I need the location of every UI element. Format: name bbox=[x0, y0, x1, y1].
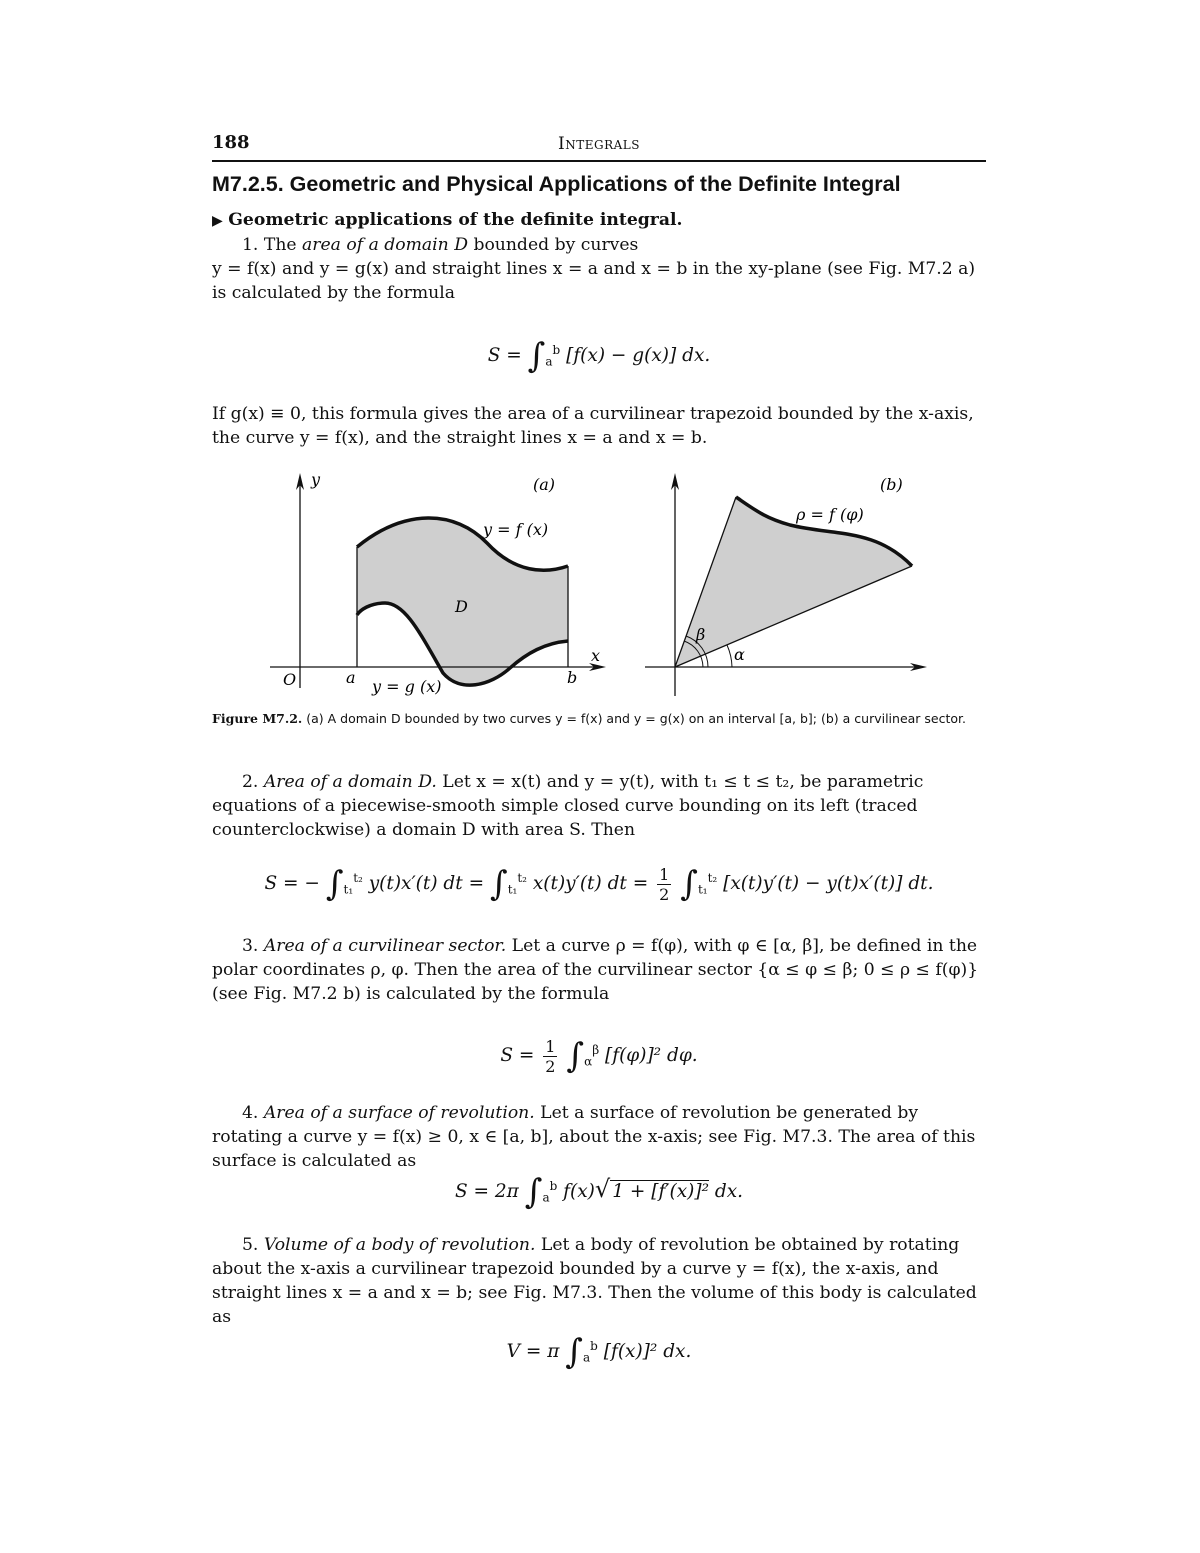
p5-number: 5. bbox=[242, 1235, 259, 1255]
p4-term: Area of a surface of revolution. bbox=[263, 1103, 535, 1123]
caption-text: (a) A domain D bounded by two curves y = f(x) and y = g(x) on an interval [a, b]; (b) a curvilinear sector. bbox=[302, 711, 967, 726]
p2-number: 2. bbox=[242, 772, 259, 792]
fig-a-y-label: y bbox=[311, 470, 321, 489]
eq2-fraction bbox=[657, 865, 671, 904]
eq3-lhs: S = bbox=[500, 1045, 535, 1066]
fig-b-alpha-label: α bbox=[734, 645, 745, 664]
eq2-upper-1: t₂ bbox=[353, 870, 363, 885]
eq2-lower-1: t₁ bbox=[343, 882, 354, 897]
fig-a-f-label: y = f (x) bbox=[483, 520, 549, 539]
equation-3 bbox=[212, 1030, 986, 1076]
figure-a bbox=[265, 468, 610, 698]
eq5-body: [f(x)]² dx. bbox=[603, 1341, 692, 1362]
fig-a-g-label: y = g (x) bbox=[372, 677, 442, 696]
p1-line2: y = f(x) and y = g(x) and straight lines x = a and x = b in the xy-plane (see Fig. M7.2 a) bbox=[212, 259, 976, 279]
eq2-term1: y(t)x′(t) dt = bbox=[368, 873, 485, 894]
equation-4 bbox=[212, 1166, 986, 1212]
section-title: M7.2.5. Geometric and Physical Applications of the Definite Integral bbox=[212, 172, 901, 196]
paragraph-5 bbox=[212, 1233, 986, 1329]
p4-text: Let a surface of revolution be generated by rotating a curve y = f(x) ≥ 0, x ∈ [a, b], about the x-axis; see Fig. M7.3. The area of this surface is calculated as bbox=[212, 1103, 976, 1171]
p4-number: 4. bbox=[242, 1103, 259, 1123]
eq4-upper: b bbox=[549, 1178, 558, 1193]
eq3-frac-num: 1 bbox=[545, 1036, 556, 1056]
fig-a-b-label: b bbox=[567, 668, 578, 687]
eq1-body: [f(x) − g(x)] dx. bbox=[566, 345, 711, 366]
integral-sign-icon: ∫ bbox=[565, 1332, 584, 1372]
fig-a-x-label: x bbox=[591, 646, 601, 665]
p1-term: area of a domain D bbox=[302, 235, 468, 255]
fig-b-beta-label: β bbox=[696, 625, 706, 644]
eq4-post: dx. bbox=[709, 1181, 744, 1202]
integral-sign-icon: ∫ bbox=[566, 1036, 585, 1076]
equation-2 bbox=[212, 858, 986, 904]
integral-sign-icon: ∫ bbox=[680, 864, 698, 904]
paragraph-4 bbox=[212, 1101, 986, 1173]
eq1-lhs: S = bbox=[487, 345, 522, 366]
curvilinear-sector bbox=[675, 497, 912, 667]
eq2-term3: [x(t)y′(t) − y(t)x′(t)] dt. bbox=[723, 873, 934, 894]
eq4-lower: a bbox=[542, 1190, 550, 1205]
p5-text: Let a body of revolution be obtained by rotating about the x-axis a curvilinear trapezoid bounded by a curve y = f(x), the x-axis, and straight lines x = a and x = b; see Fig. M7.3. Then the volume of this body is calculated as bbox=[212, 1235, 977, 1327]
eq3-lower: α bbox=[584, 1054, 593, 1069]
p5-term: Volume of a body of revolution. bbox=[263, 1235, 536, 1255]
page-header bbox=[212, 130, 986, 162]
caption-label: Figure M7.2. bbox=[212, 711, 303, 726]
integral-sign-icon: ∫ bbox=[489, 864, 508, 904]
angle-alpha-arc bbox=[727, 645, 732, 667]
eq2-lhs: S = − bbox=[264, 873, 320, 894]
integral-sign-icon: ∫ bbox=[524, 1172, 543, 1212]
fig-a-d-label: D bbox=[455, 597, 468, 616]
eq3-fraction bbox=[543, 1037, 557, 1076]
eq5-lhs: V = π bbox=[506, 1341, 560, 1362]
eq2-term2: x(t)y′(t) dt = bbox=[532, 873, 649, 894]
fig-a-panel-label: (a) bbox=[533, 475, 556, 494]
p1-rest: bounded by curves bbox=[467, 235, 639, 255]
paragraph-3 bbox=[212, 934, 986, 1006]
eq1-lower: a bbox=[545, 354, 553, 369]
eq2-frac-num: 1 bbox=[659, 864, 670, 884]
p3-text: Let a curve ρ = f(φ), with φ ∈ [α, β], be defined in the polar coordinates ρ, φ. Then the area of the curvilinear sector {α ≤ φ ≤ β; 0 ≤ ρ ≤ f(φ)} (see Fig. M7.2 b) is calculated by the formula bbox=[212, 936, 979, 1004]
eq1-upper: b bbox=[552, 342, 561, 357]
paragraph-1b bbox=[212, 402, 986, 450]
equation-1 bbox=[212, 330, 986, 376]
subsection-title: Geometric applications of the definite integral. bbox=[228, 210, 683, 230]
paragraph-2 bbox=[212, 770, 986, 842]
eq5-upper: b bbox=[590, 1338, 598, 1353]
figure-caption bbox=[212, 709, 986, 728]
eq3-upper: β bbox=[592, 1042, 600, 1057]
triangle-marker-icon: ▶ bbox=[212, 213, 223, 229]
integral-sign-icon: ∫ bbox=[325, 864, 344, 904]
p2-text: Let x = x(t) and y = y(t), with t₁ ≤ t ≤ t₂, be parametric equations of a piecewise-smooth simple closed curve bounding on its left (traced counterclockwise) a domain D with area S. Then bbox=[212, 772, 924, 840]
fig-b-curve-label: ρ = f (φ) bbox=[796, 505, 864, 524]
figure-b bbox=[640, 468, 940, 698]
eq4-radicand: 1 + [f′(x)]² bbox=[612, 1181, 709, 1202]
eq2-frac-den: 2 bbox=[659, 884, 670, 904]
p2-term: Area of a domain D. bbox=[263, 772, 437, 792]
running-title: Integrals bbox=[558, 134, 640, 154]
eq3-body: [f(φ)]² dφ. bbox=[605, 1045, 698, 1066]
eq5-lower: a bbox=[583, 1350, 591, 1365]
p3-term: Area of a curvilinear sector. bbox=[263, 936, 507, 956]
eq2-upper-2: t₂ bbox=[517, 870, 527, 885]
eq2-upper-3: t₂ bbox=[707, 870, 718, 885]
fig-b-panel-label: (b) bbox=[880, 475, 903, 494]
p1b-text: If g(x) ≡ 0, this formula gives the area of a curvilinear trapezoid bounded by the x-axis, the curve y = f(x), and the straight lines x = a and x = b. bbox=[212, 404, 974, 448]
p1-number: 1. bbox=[242, 235, 259, 255]
subsection-heading bbox=[212, 208, 986, 233]
paragraph-1 bbox=[212, 233, 986, 305]
page-number: 188 bbox=[212, 132, 250, 153]
p3-number: 3. bbox=[242, 936, 259, 956]
eq2-lower-3: t₁ bbox=[697, 882, 708, 897]
p1-line3: is calculated by the formula bbox=[212, 283, 455, 303]
fig-a-origin-label: O bbox=[283, 670, 297, 689]
eq4-pre: f(x) bbox=[563, 1181, 595, 1202]
eq2-lower-2: t₁ bbox=[507, 882, 518, 897]
equation-5 bbox=[212, 1326, 986, 1372]
eq3-frac-den: 2 bbox=[545, 1056, 556, 1076]
sqrt-icon: √ bbox=[594, 1175, 611, 1203]
p1-lead: The bbox=[263, 235, 303, 255]
integral-sign-icon: ∫ bbox=[527, 336, 546, 376]
fig-a-a-label: a bbox=[346, 668, 356, 687]
eq4-lhs: S = 2π bbox=[454, 1181, 519, 1202]
